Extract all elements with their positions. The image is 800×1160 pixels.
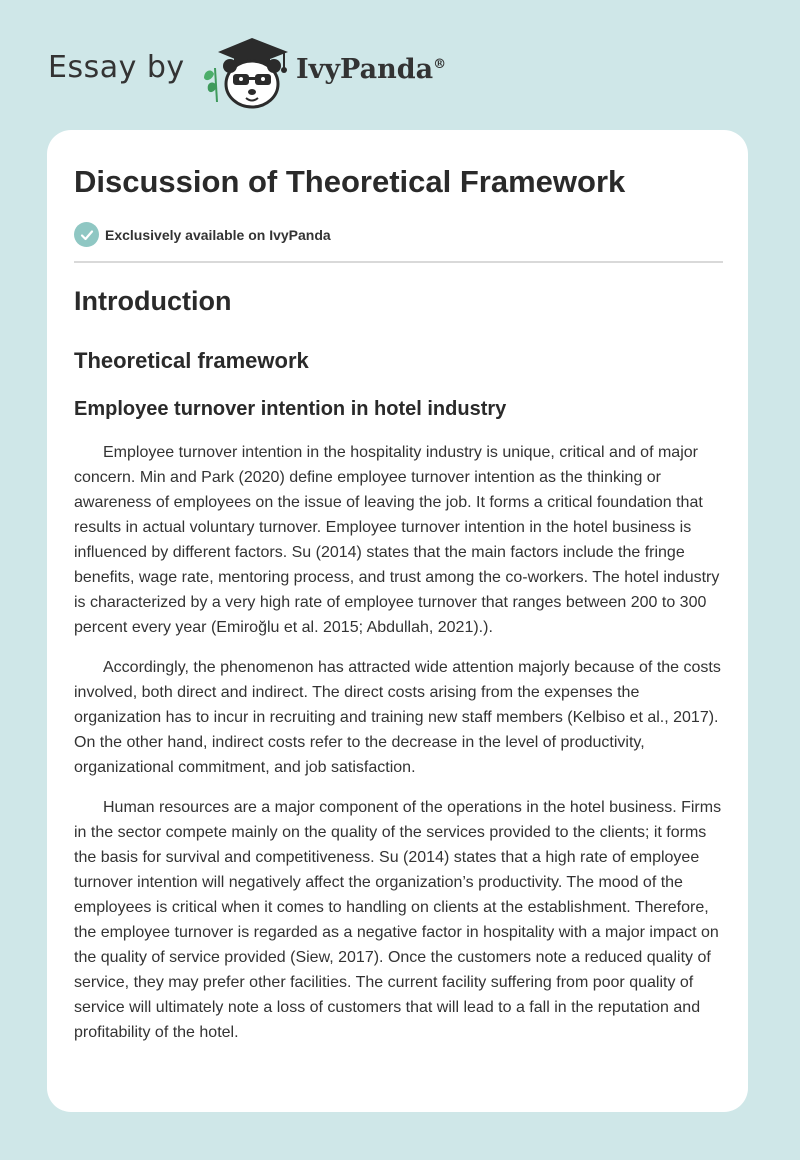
panda-graduate-icon[interactable] xyxy=(200,34,292,110)
article-card xyxy=(47,130,748,1112)
site-header xyxy=(0,0,800,130)
exclusive-badge-label: Exclusively available on IvyPanda xyxy=(105,226,331,243)
brand-name: IvyPanda xyxy=(296,54,434,85)
paragraph: Accordingly, the phenomenon has attracted wide attention majorly because of the costs involved, both direct and indirect. The direct costs arising from the expenses the organization has to incur in recruiting and training new staff members (Kelbiso et al., 2017). On the other hand, indirect costs refer to the decrease in the level of productivity, organizational commitment, and job satisfaction. xyxy=(74,659,721,776)
heading-theoretical-framework: Theoretical framework xyxy=(74,348,309,373)
essay-by-label: Essay by xyxy=(48,50,185,85)
divider xyxy=(74,261,723,263)
heading-employee-turnover: Employee turnover intention in hotel industry xyxy=(74,398,507,420)
page-title: Discussion of Theoretical Framework xyxy=(74,164,626,199)
paragraph: Human resources are a major component of the operations in the hotel business. Firms in the sector compete mainly on the quality of the services provided to the clients; it forms the basis for survival and competitiveness. Su (2014) states that a high rate of employee turnover intention will negatively affect the organization’s productivity. The mood of the employees is critical when it comes to handling on clients at the establishment. Therefore, the employee turnover is regarded as a negative factor in hospitality with a major impact on the quality of service provided (Siew, 2017). Once the customers note a reduced quality of service, they may prefer other facilities. The current facility suffering from poor quality of service will ultimately note a loss of customers that will lead to a fall in the reputation and profitability of the hotel. xyxy=(74,799,722,1041)
article-body xyxy=(74,440,723,1060)
paragraph: Employee turnover intention in the hospitality industry is unique, critical and of major concern. Min and Park (2020) define employee turnover intention as the thinking or awareness of employees on the issue of leaving the job. It forms a critical foundation that results in actual voluntary turnover. Employee turnover intention in the hotel business is influenced by different factors. Su (2014) states that the main factors include the fringe benefits, wage rate, mentoring process, and trust among the co-workers. The hotel industry is characterized by a very high rate of employee turnover that ranges between 200 to 300 percent every year (Emiroğlu et al. 2015; Abdullah, 2021).). xyxy=(74,444,720,636)
registered-mark: ® xyxy=(433,57,447,72)
heading-introduction: Introduction xyxy=(74,286,232,316)
exclusive-badge xyxy=(74,222,331,247)
check-icon xyxy=(74,222,99,247)
brand-logo-text[interactable] xyxy=(296,54,446,85)
